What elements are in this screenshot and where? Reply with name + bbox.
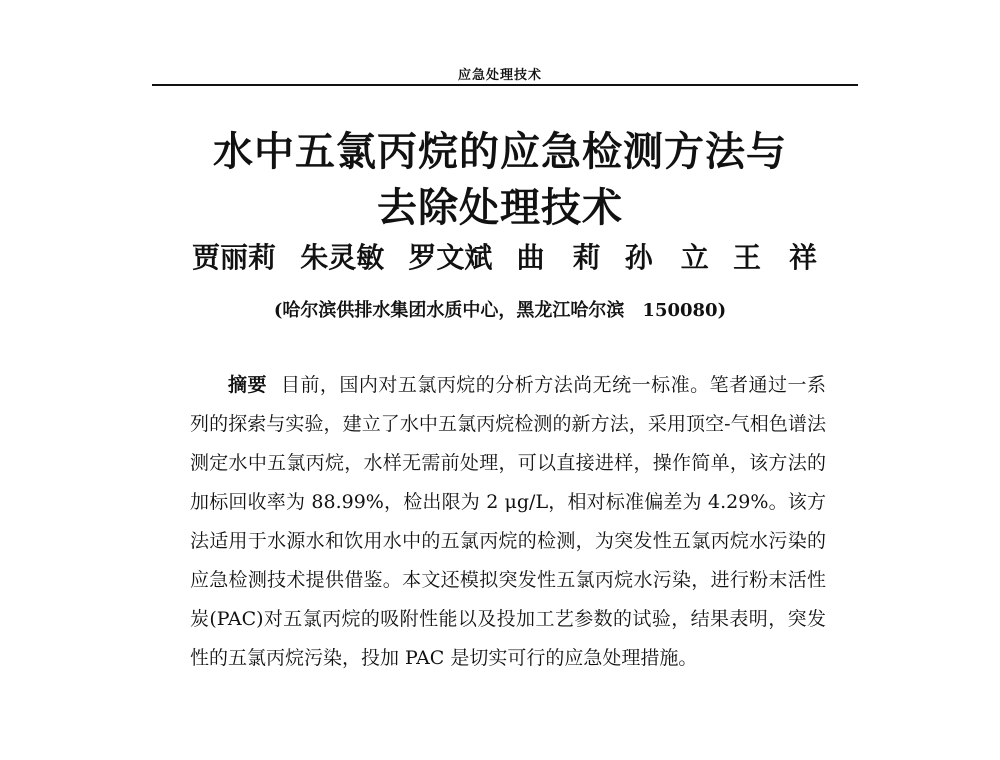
author: 曲 莉 xyxy=(516,241,601,274)
author: 朱灵敏 xyxy=(300,241,385,274)
author: 王 祥 xyxy=(732,241,817,274)
abstract-label: 摘要 xyxy=(228,374,267,396)
author: 孙 立 xyxy=(624,241,709,274)
author: 贾丽莉 xyxy=(192,241,277,274)
paper-title-line-1: 水中五氯丙烷的应急检测方法与 xyxy=(213,128,787,175)
affiliation: (哈尔滨供排水集团水质中心，黑龙江哈尔滨 150080) xyxy=(273,300,727,321)
author: 罗文斌 xyxy=(408,241,493,274)
paper-title-line-2: 去除处理技术 xyxy=(377,184,623,231)
abstract-text: 目前，国内对五氯丙烷的分析方法尚无统一标准。笔者通过一系列的探索与实验，建立了水中五氯丙烷检测的新方法，采用顶空-气相色谱法测定水中五氯丙烷，水样无需前处理，可以直接进样，操作简单，该方法的加标回收率为 88.99%，检出限为 2 μg/L，相对标准偏差为 4.29%。该方法适用于水源水和饮用水中的五氯丙烷的检测，为突发性五氯丙烷水污染的应急检测技术提供借鉴。本文还模拟突发性五氯丙烷水污染，进行粉末活性炭(PAC)对五氯丙烷的吸附性能以及投加工艺参数的试验，结果表明，突发性的五氯丙烷污染，投加 PAC 是切实可行的应急处理措施。 xyxy=(190,374,826,669)
header-rule xyxy=(152,84,858,86)
running-header: 应急处理技术 xyxy=(457,68,542,83)
abstract xyxy=(190,366,826,678)
author-list xyxy=(192,236,817,276)
